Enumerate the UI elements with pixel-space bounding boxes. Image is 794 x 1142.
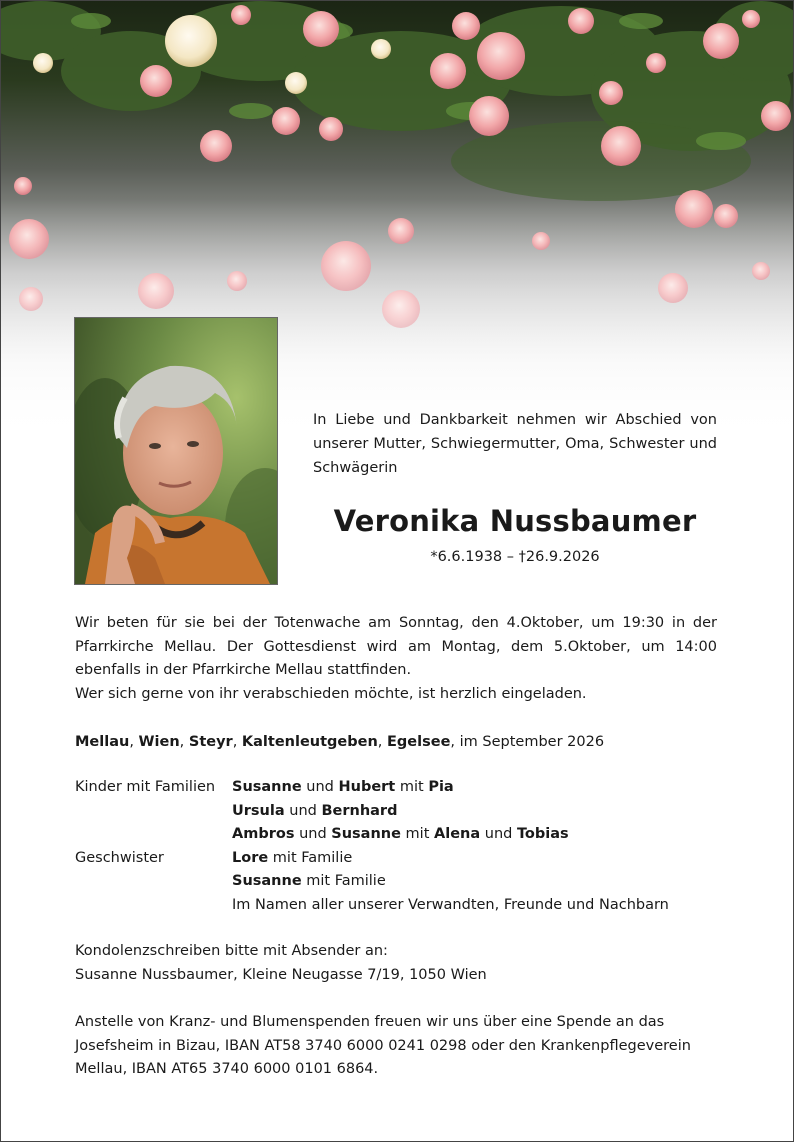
family-list [75, 776, 735, 917]
places-line: Mellau, Wien, Steyr, Kaltenleutgeben, Egelsee, im September 2026 [75, 734, 605, 750]
service-info-text: Wir beten für sie bei der Totenwache am Sonntag, den 4.Oktober, um 19:30 in der Pfarrkirche Mellau. Der Gottesdienst wird am Montag, dem 5.Oktober, um 14:00 ebenfalls in der Pfarrkirche Mellau stattfinden. [75, 615, 717, 678]
donation-text: Anstelle von Kranz- und Blumenspenden freuen wir uns über eine Spende an das Josefsheim in Bizau, IBAN AT58 3740 6000 0241 0298 oder den Krankenpflegeverein Mellau, IBAN AT65 3740 6000 0101 6864. [75, 1014, 691, 1077]
portrait-photo [74, 317, 278, 585]
date-suffix: , im September 2026 [450, 734, 605, 750]
family-row: Susanne mit Familie [232, 873, 386, 889]
invitation-text: Wer sich gerne von ihr verabschieden möchte, ist herzlich eingeladen. [75, 685, 587, 702]
service-info [75, 612, 717, 706]
place-name: Wien [138, 734, 180, 750]
children-label: Kinder mit Familien [75, 779, 216, 795]
condolence-address [75, 939, 717, 987]
family-row: Ursula und Bernhard [232, 802, 398, 819]
siblings-label: Geschwister [75, 849, 164, 866]
place-name: Mellau [75, 734, 130, 750]
family-row: Kinder mit Familien Susanne und Hubert mit Pia [75, 776, 735, 800]
life-dates: *6.6.1938 – †26.9.2026 [430, 549, 600, 565]
deceased-name: Veronika Nussbaumer [333, 504, 697, 538]
family-row [75, 894, 735, 918]
family-row: Geschwister Lore mit Familie [75, 847, 735, 871]
condolence-address-text: Susanne Nussbaumer, Kleine Neugasse 7/19, 1050 Wien [75, 967, 487, 983]
relatives-line: Im Namen aller unserer Verwandten, Freunde und Nachbarn [232, 896, 669, 913]
condolence-heading: Kondolenzschreiben bitte mit Absender an: [75, 943, 388, 959]
place-name: Kaltenleutgeben [241, 734, 378, 750]
family-row: Ambros und Susanne mit Alena und Tobias [232, 826, 569, 842]
place-name: Egelsee [387, 734, 451, 750]
intro-text: In Liebe und Dankbarkeit nehmen wir Abschied von unserer Mutter, Schwiegermutter, Oma, Schwester und Schwägerin [313, 412, 717, 476]
place-name: Steyr [188, 734, 233, 750]
